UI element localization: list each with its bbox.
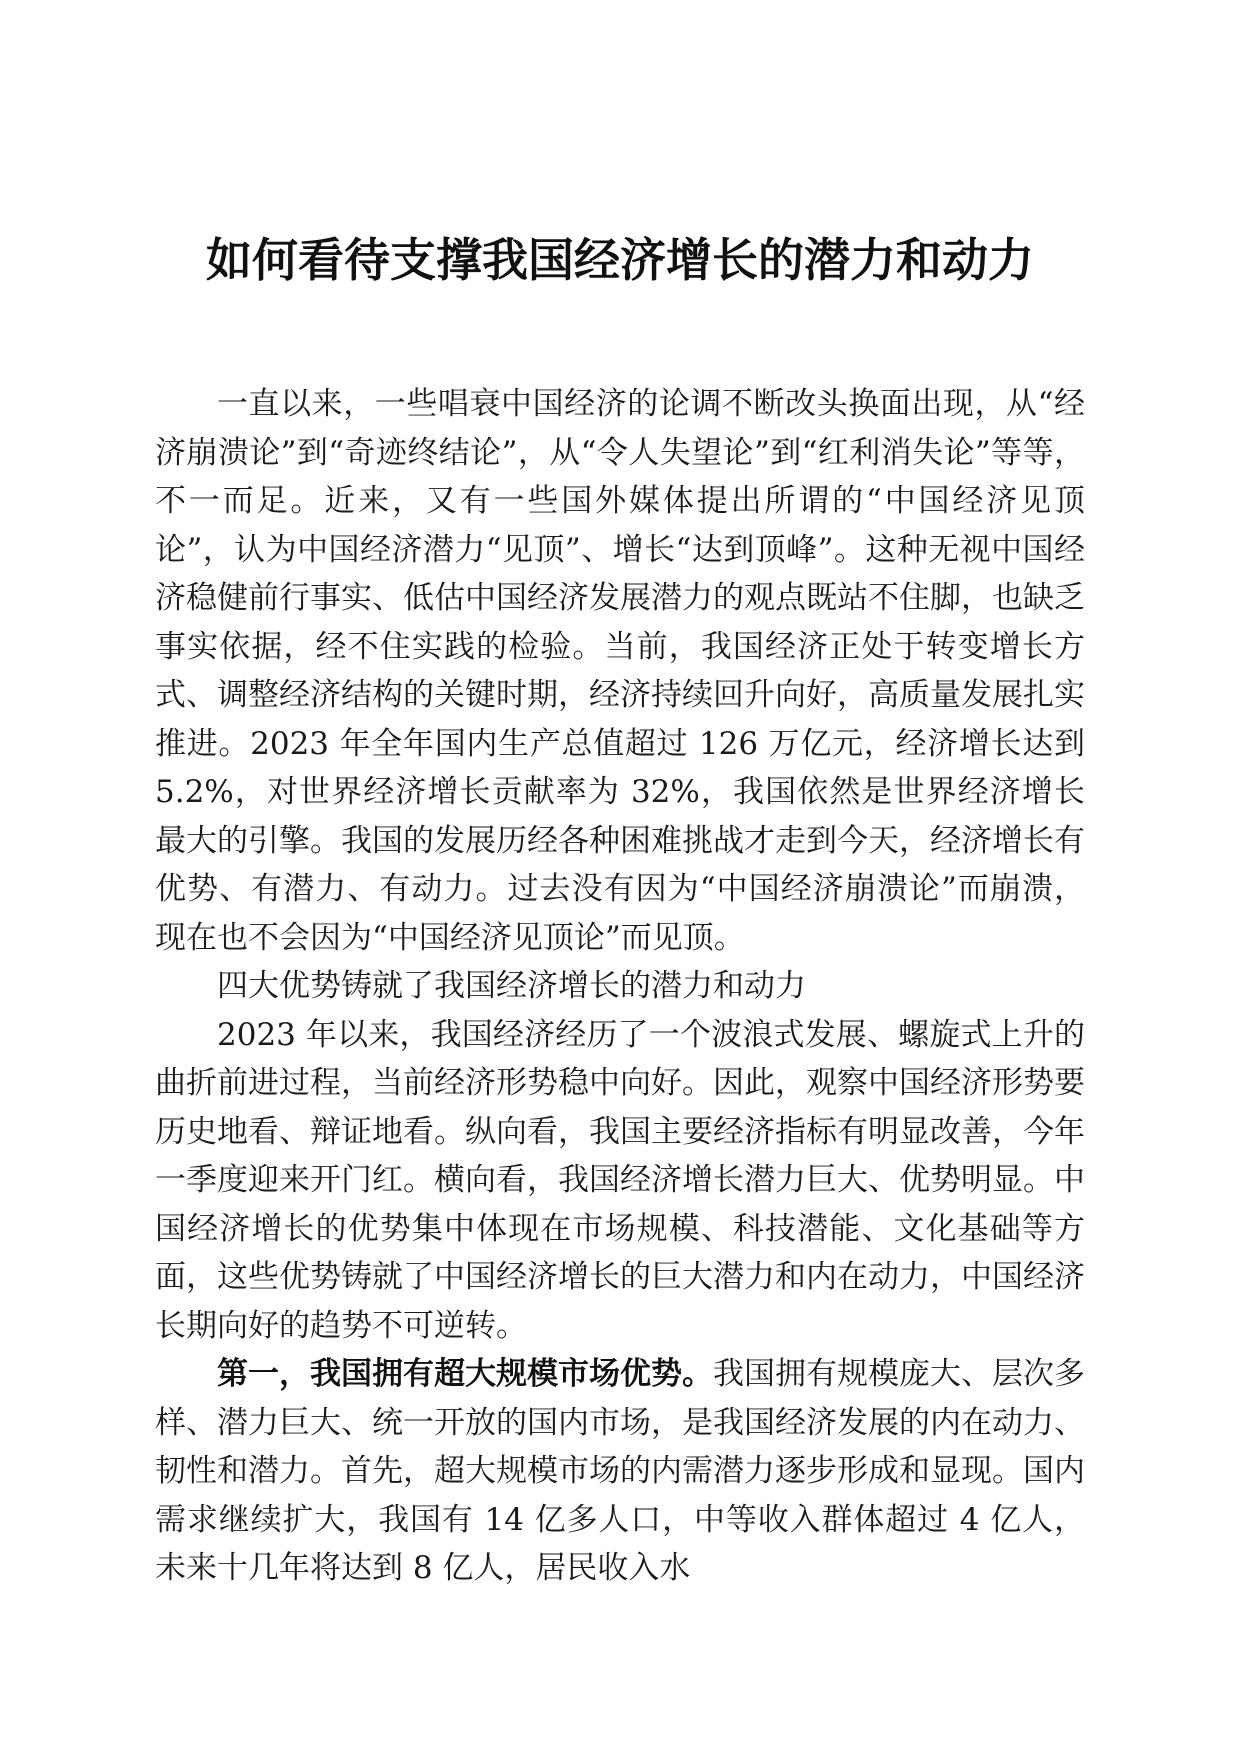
section-heading: 四大优势铸就了我国经济增长的潜力和动力 [217,968,806,1004]
market-advantage-paragraph [155,1350,1085,1593]
market-advantage-body: 我国拥有规模庞大、层次多样、潜力巨大、统一开放的国内市场，是我国经济发展的内在动力、韧性和潜力。首先，超大规模市场的内需潜力逐步形成和显现。国内需求继续扩大，我国有 14 亿多人口，中等收入群体超过 4 亿人，未来十几年将达到 8 亿人，居民收入水 [155,1356,1085,1586]
market-advantage-lead: 第一，我国拥有超大规模市场优势。 [217,1356,713,1392]
overview-paragraph: 2023 年以来，我国经济经历了一个波浪式发展、螺旋式上升的曲折前进过程，当前经济形势稳中向好。因此，观察中国经济形势要历史地看、辩证地看。纵向看，我国主要经济指标有明显改善，今年一季度迎来开门红。横向看，我国经济增长潜力巨大、优势明显。中国经济增长的优势集中体现在市场规模、科技潜能、文化基础等方面，这些优势铸就了中国经济增长的巨大潜力和内在动力，中国经济长期向好的趋势不可逆转。 [155,1016,1085,1344]
document-body [155,380,1085,1593]
document-title: 如何看待支撑我国经济增长的潜力和动力 [206,233,1034,287]
intro-paragraph: 一直以来，一些唱衰中国经济的论调不断改头换面出现，从“经济崩溃论”到“奇迹终结论”，从“令人失望论”到“红利消失论”等等，不一而足。近来，又有一些国外媒体提出所谓的“中国经济见顶论”，认为中国经济潜力“见顶”、增长“达到顶峰”。这种无视中国经济稳健前行事实、低估中国经济发展潜力的观点既站不住脚，也缺乏事实依据，经不住实践的检验。当前，我国经济正处于转变增长方式、调整经济结构的关键时期，经济持续回升向好，高质量发展扎实推进。2023 年全年国内生产总值超过 126 万亿元，经济增长达到 5.2%，对世界经济增长贡献率为 32%，我国依然是世界经济增长最大的引擎。我国的发展历经各种困难挑战才走到今天，经济增长有优势、有潜力、有动力。过去没有因为“中国经济崩溃论”而崩溃，现在也不会因为“中国经济见顶论”而见顶。 [155,386,1085,956]
